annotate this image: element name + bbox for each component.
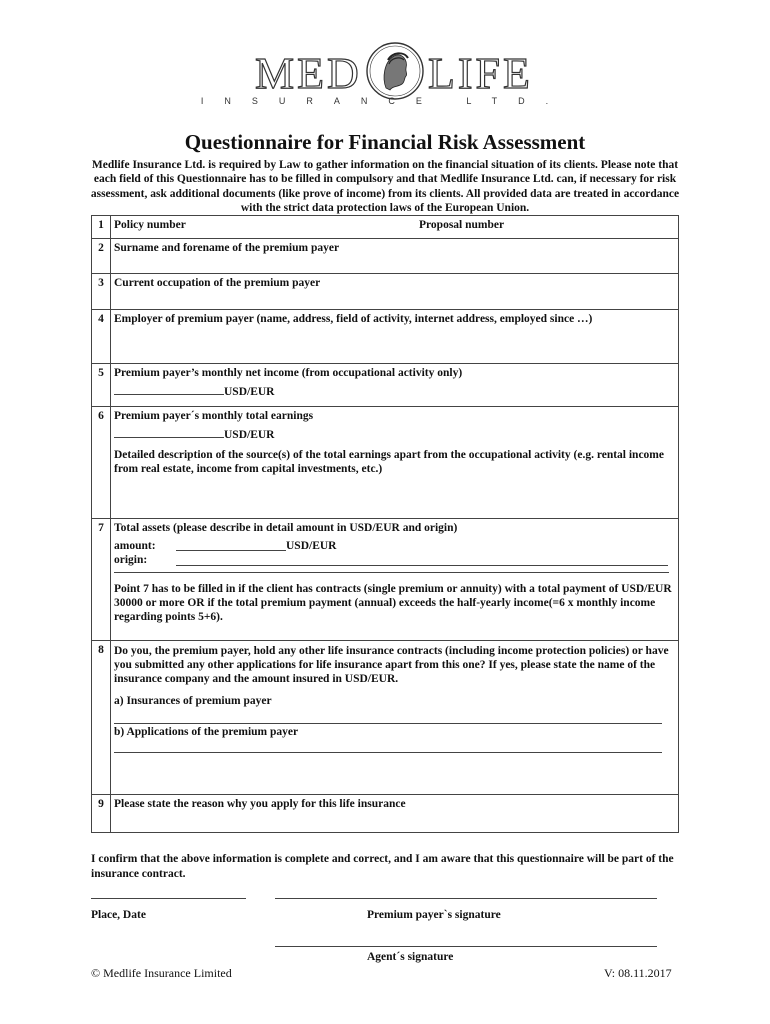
row-3: [92, 274, 679, 310]
questionnaire-table: [91, 215, 679, 833]
row-label: Total assets (please describe in detail amount in USD/EUR and origin): [114, 522, 458, 534]
copyright-text: © Medlife Insurance Limited: [91, 966, 232, 980]
row-1: [92, 216, 679, 239]
logo-left-word: MED: [255, 49, 362, 98]
payer-name-field[interactable]: [111, 239, 679, 274]
row-4: [92, 310, 679, 364]
policy-number-label: Policy number: [114, 219, 186, 231]
logo-emblem: [364, 40, 426, 102]
row-number: 3: [92, 274, 111, 310]
row-number: 2: [92, 239, 111, 274]
row-6: [92, 407, 679, 519]
logo-subtitle: INSURANCE LTD.: [200, 96, 570, 106]
row-7: [92, 519, 679, 641]
agent-signature-label: Agent´s signature: [367, 951, 454, 963]
net-income-input[interactable]: [114, 384, 224, 395]
row-number: 9: [92, 795, 111, 833]
version-text: V: 08.11.2017: [604, 966, 672, 980]
insurances-label: a) Insurances of premium payer: [114, 695, 272, 707]
amount-label: amount:: [114, 540, 156, 552]
occupation-field[interactable]: [111, 274, 679, 310]
row-label: Employer of premium payer (name, address, field of activity, internet address, employed since …): [114, 313, 593, 325]
proposal-number-label: Proposal number: [419, 219, 505, 231]
reason-field[interactable]: [111, 795, 679, 833]
row-9: [92, 795, 679, 833]
row-label: Do you, the premium payer, hold any other life insurance contracts (including income protection policies) or have you submitted any other applications for life insurance apart from this one? If yes, please state the name of the insurance company and the amount insured in USD/EUR.: [114, 645, 669, 685]
confirmation-text: I confirm that the above information is complete and correct, and I am aware that this questionnaire will be part of the insurance contract.: [91, 853, 674, 880]
place-date-label: Place, Date: [91, 909, 146, 921]
point-7-note: Point 7 has to be filled in if the client has contracts (single premium or annuity) with a total payment of USD/EUR 30000 or more OR if the total premium payment (annual) exceeds the half-yearly income(=6 x monthly income regarding points 5+6).: [114, 583, 672, 623]
row-number: 8: [92, 641, 111, 795]
row-label: Premium payer’s monthly net income (from occupational activity only): [114, 367, 463, 379]
agent-signature-line[interactable]: [275, 946, 657, 947]
intro-text: Medlife Insurance Ltd. is required by Law to gather information on the financial situation of its clients. Please note that each field of this Questionnaire has to be filled in compulsory and that Medlife Insurance Ltd. can, if necessary for risk assessment, ask additional documents (like prove of income) from its clients. All provided data are treated in accordance with the strict data protection laws of the European Union.: [90, 159, 680, 215]
currency-label: USD/EUR: [224, 429, 275, 441]
employer-field[interactable]: [111, 310, 679, 364]
row-label: Premium payer´s monthly total earnings: [114, 410, 314, 422]
row-label: Surname and forename of the premium payer: [114, 242, 340, 254]
row-5: [92, 364, 679, 407]
row-number: 7: [92, 519, 111, 641]
company-logo: [0, 40, 770, 120]
applications-label: b) Applications of the premium payer: [114, 726, 299, 738]
currency-label: USD/EUR: [224, 386, 275, 398]
insurances-input[interactable]: [114, 707, 662, 724]
row-number: 5: [92, 364, 111, 407]
row-label: Current occupation of the premium payer: [114, 277, 321, 289]
currency-label: USD/EUR: [286, 540, 337, 552]
origin-input-line-2[interactable]: [114, 570, 669, 573]
payer-signature-line[interactable]: [275, 898, 657, 899]
origin-input[interactable]: [176, 554, 668, 566]
row-number: 1: [92, 216, 111, 239]
earnings-detail-label: Detailed description of the source(s) of the total earnings apart from the occupational activity (e.g. rental income from real estate, income from capital investments, etc.): [114, 449, 664, 475]
total-earnings-input[interactable]: [114, 427, 224, 438]
applications-input[interactable]: [114, 738, 662, 753]
page-title: Questionnaire for Financial Risk Assessment: [184, 130, 586, 154]
origin-label: origin:: [114, 554, 148, 566]
place-date-line[interactable]: [91, 898, 246, 899]
row-label: Please state the reason why you apply for this life insurance: [114, 798, 406, 810]
row-number: 4: [92, 310, 111, 364]
amount-input[interactable]: [176, 540, 286, 551]
row-2: [92, 239, 679, 274]
row-8: [92, 641, 679, 795]
row-number: 6: [92, 407, 111, 519]
payer-signature-label: Premium payer`s signature: [367, 909, 501, 921]
logo-right-word: LIFE: [428, 49, 533, 98]
